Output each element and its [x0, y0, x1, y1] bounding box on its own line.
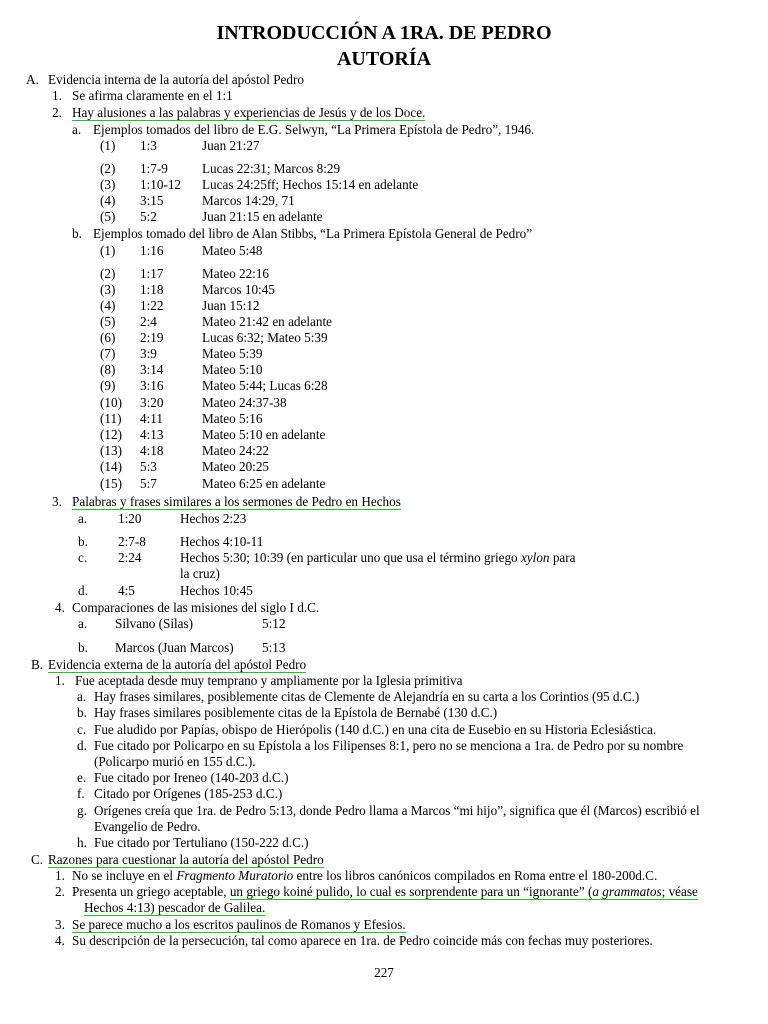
list-item-ref: 1:16 [140, 243, 164, 258]
a2a-marker: a. [72, 122, 82, 137]
list-item-num: (5) [100, 314, 116, 329]
list-item-ref: 3:20 [140, 395, 164, 410]
section-c-heading: Razones para cuestionar la autoría del apóstol Pedro [48, 852, 324, 867]
list-item-marker: a. [78, 511, 88, 526]
list-item-num: (12) [100, 427, 122, 442]
list-item-marker: c. [77, 722, 87, 737]
list-item-marker: f. [77, 786, 85, 801]
list-item-text: Fue aludido por Papías, obispo de Hierópolis (140 d.C.) en una cita de Eusebio en su Historia Eclesiástica. [94, 722, 657, 737]
list-item-ref: 5:13 [262, 640, 286, 655]
list-item-cite: Hechos 4:10-11 [180, 534, 264, 549]
list-item-cite: Hechos 2:23 [180, 511, 247, 526]
list-item-marker: d. [77, 738, 87, 753]
a4-number: 4. [55, 600, 65, 615]
section-a-marker: A. [26, 72, 39, 87]
page-title: INTRODUCCIÓN A 1RA. DE PEDRO [216, 22, 552, 44]
list-item-marker: b. [78, 534, 88, 549]
list-item-marker: a. [78, 616, 88, 631]
c4-text: Su descripción de la persecución, tal como aparece en 1ra. de Pedro coincide más con fechas muy posteriores. [72, 933, 653, 948]
list-item-ref: 5:3 [140, 459, 157, 474]
list-item-marker: g. [77, 803, 87, 818]
list-item-text-cont: Evangelio de Pedro. [94, 819, 201, 834]
list-item-cite: Juan 15:12 [202, 298, 260, 313]
list-item-name: Marcos (Juan Marcos) [115, 640, 234, 655]
list-item-ref: 2:4 [140, 314, 157, 329]
a1-text: Se afirma claramente en el 1:1 [72, 88, 233, 103]
list-item-num: (3) [100, 282, 116, 297]
list-item-text: Fue citado por Policarpo en su Epístola a los Filipenses 8:1, pero no se menciona a 1ra. de Pedro por su nombre [94, 738, 684, 753]
list-item-cite: Mateo 5:16 [202, 411, 263, 426]
a4-text: Comparaciones de las misiones del siglo I d.C. [72, 600, 320, 615]
list-item-cite: Hechos 10:45 [180, 583, 253, 598]
section-a-heading: Evidencia interna de la autoría del apóstol Pedro [48, 72, 304, 87]
a3-text: Palabras y frases similares a los sermones de Pedro en Hechos [72, 494, 401, 509]
list-item-ref: 5:7 [140, 476, 157, 491]
b1-text: Fue aceptada desde muy temprano y ampliamente por la Iglesia primitiva [75, 673, 463, 688]
list-item-cite: Mateo 5:48 [202, 243, 263, 258]
c2-text: Presenta un griego aceptable, un griego koiné pulido, lo cual es sorprendente para un “ignorante” (a grammatos; véase [72, 884, 698, 899]
list-item-cite: Mateo 6:25 en adelante [202, 476, 326, 491]
list-item-marker: a. [77, 689, 87, 704]
list-item-cite: Mateo 24:37-38 [202, 395, 287, 410]
list-item-cite: Mateo 20:25 [202, 459, 270, 474]
list-item-cite: Mateo 22:16 [202, 266, 270, 281]
list-item-cite: Mateo 5:10 en adelante [202, 427, 326, 442]
list-item-cite: Marcos 14:29, 71 [202, 193, 295, 208]
list-item-num: (5) [100, 209, 116, 224]
section-c-marker: C. [31, 852, 44, 867]
list-item-cite: Lucas 6:32; Mateo 5:39 [202, 330, 328, 345]
list-item-num: (2) [100, 266, 116, 281]
list-item-num: (13) [100, 443, 122, 458]
list-item-marker: b. [77, 705, 87, 720]
a2a-text: Ejemplos tomados del libro de E.G. Selwyn, “La Primera Epístola de Pedro”, 1946. [93, 122, 535, 137]
list-item-cite: Lucas 22:31; Marcos 8:29 [202, 161, 341, 176]
section-b-marker: B. [31, 657, 44, 672]
c1-number: 1. [55, 868, 65, 883]
list-item-cite: Juan 21:15 en adelante [202, 209, 323, 224]
list-item-ref: 1:22 [140, 298, 164, 313]
list-item-ref: 5:12 [262, 616, 286, 631]
page-number: 227 [374, 965, 394, 980]
list-item-ref: 1:17 [140, 266, 164, 281]
a2-text: Hay alusiones a las palabras y experiencias de Jesús y de los Doce. [72, 105, 426, 120]
a2b-text: Ejemplos tomado del libro de Alan Stibbs, “La Primera Epístola General de Pedro” [93, 226, 533, 241]
list-item-ref: 2:7-8 [118, 534, 146, 549]
list-item-ref: 4:11 [140, 411, 163, 426]
list-item-num: (8) [100, 362, 116, 377]
list-item-ref: 1:20 [118, 511, 142, 526]
list-item-ref: 4:5 [118, 583, 135, 598]
list-item-num: (10) [100, 395, 122, 410]
list-item-marker: b. [78, 640, 88, 655]
b1-number: 1. [55, 673, 65, 688]
list-item-num: (4) [100, 193, 116, 208]
list-item-ref: 3:9 [140, 346, 157, 361]
list-item-ref: 3:16 [140, 378, 164, 393]
list-item-text: Citado por Orígenes (185-253 d.C.) [94, 786, 283, 801]
list-item-num: (15) [100, 476, 122, 491]
c3-number: 3. [55, 917, 65, 932]
list-item-num: (1) [100, 138, 116, 153]
list-item-ref: 3:14 [140, 362, 164, 377]
list-item-num: (6) [100, 330, 116, 345]
list-item-ref: 3:15 [140, 193, 164, 208]
list-item-num: (2) [100, 161, 116, 176]
c2-text-cont: Hechos 4:13) pescador de Galilea. [84, 900, 266, 915]
list-item-cite: Mateo 24:22 [202, 443, 270, 458]
list-item-num: (3) [100, 177, 116, 192]
list-item-cite: Marcos 10:45 [202, 282, 275, 297]
list-item-text: Fue citado por Tertuliano (150-222 d.C.) [94, 835, 309, 850]
list-item-marker: d. [78, 583, 88, 598]
list-item-ref: 1:10-12 [140, 177, 182, 192]
page-subtitle: AUTORÍA [336, 48, 432, 70]
c3-text: Se parece mucho a los escritos paulinos de Romanos y Efesios. [72, 917, 406, 932]
a1-number: 1. [52, 88, 62, 103]
list-item-cite: Mateo 5:10 [202, 362, 263, 377]
list-item-cite: Mateo 5:39 [202, 346, 263, 361]
c4-number: 4. [55, 933, 65, 948]
list-item-cite: Mateo 5:44; Lucas 6:28 [202, 378, 328, 393]
list-item-text: Hay frases similares, posiblemente citas de Clemente de Alejandría en su carta a los Corintios (95 d.C.) [94, 689, 640, 704]
c1-text: No se incluye en el Fragmento Muratorio entre los libros canónicos compilados en Roma entre el 180-200d.C. [72, 868, 658, 883]
list-item-marker: c. [78, 550, 88, 565]
list-item-num: (9) [100, 378, 116, 393]
list-item-cite: Juan 21:27 [202, 138, 260, 153]
list-item-cite: Mateo 21:42 en adelante [202, 314, 332, 329]
section-b-heading: Evidencia externa de la autoría del apóstol Pedro [48, 657, 307, 672]
list-item-ref: 1:18 [140, 282, 164, 297]
list-item-num: (4) [100, 298, 116, 313]
list-item-marker: h. [77, 835, 87, 850]
list-item-num: (11) [100, 411, 122, 426]
a3-number: 3. [52, 494, 62, 509]
list-item-cite: Lucas 24:25ff; Hechos 15:14 en adelante [202, 177, 419, 192]
list-item-text: Orígenes creía que 1ra. de Pedro 5:13, donde Pedro llama a Marcos “mi hijo”, significa que él (Marcos) escribió el [94, 803, 700, 818]
list-item-cite-cont: la cruz) [180, 566, 220, 581]
list-item-num: (7) [100, 346, 116, 361]
list-item-ref: 5:2 [140, 209, 157, 224]
list-item-ref: 1:7-9 [140, 161, 168, 176]
list-item-name: Silvano (Silas) [115, 616, 194, 631]
list-item-marker: e. [77, 770, 87, 785]
list-item-cite: Hechos 5:30; 10:39 (en particular uno que usa el término griego xylon para [180, 550, 576, 565]
list-item-text-cont: (Policarpo murió en 155 d.C.). [94, 754, 256, 769]
list-item-ref: 4:18 [140, 443, 164, 458]
list-item-ref: 4:13 [140, 427, 164, 442]
list-item-ref: 2:24 [118, 550, 142, 565]
c2-number: 2. [55, 884, 65, 899]
list-item-ref: 2:19 [140, 330, 164, 345]
list-item-text: Fue citado por Ireneo (140-203 d.C.) [94, 770, 289, 785]
list-item-ref: 1:3 [140, 138, 157, 153]
a2b-marker: b. [72, 226, 82, 241]
a2-number: 2. [52, 105, 62, 120]
list-item-num: (1) [100, 243, 116, 258]
list-item-num: (14) [100, 459, 122, 474]
list-item-text: Hay frases similares posiblemente citas de la Epístola de Bernabé (130 d.C.) [94, 705, 498, 720]
